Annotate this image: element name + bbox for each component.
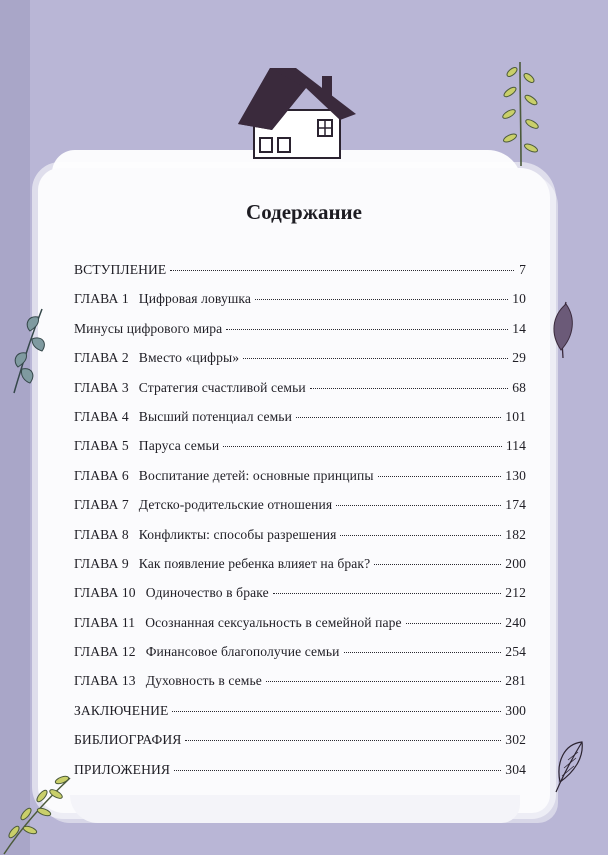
toc-entry-title: Как появление ребенка влияет на брак? — [138, 555, 371, 571]
toc-chapter-label: ГЛАВА 3 — [74, 379, 129, 395]
toc-leader-dots — [340, 535, 501, 536]
toc-entry — [74, 497, 526, 526]
toc-entry-title: ВСТУПЛЕНИЕ — [74, 262, 167, 277]
background-strip — [0, 0, 30, 855]
toc-page-number: 14 — [512, 320, 526, 336]
toc-entry-title: Конфликты: способы разрешения — [138, 526, 337, 542]
toc-page-number: 281 — [505, 673, 526, 689]
toc-entry-title: Вместо «цифры» — [138, 350, 240, 366]
toc-leader-dots — [310, 388, 508, 389]
toc-page-number: 10 — [512, 291, 526, 307]
toc-entry — [74, 556, 526, 585]
toc-leader-dots — [243, 358, 508, 359]
toc-page-number: 101 — [505, 408, 526, 424]
toc-page-number: 174 — [505, 497, 526, 513]
toc-chapter-label: ГЛАВА 8 — [74, 526, 129, 542]
feather-icon — [548, 738, 588, 794]
leaf-icon — [4, 305, 54, 395]
toc-entry-title: Воспитание детей: основные принципы — [138, 467, 374, 483]
toc-entry — [74, 644, 526, 673]
toc-page-number: 130 — [505, 467, 526, 483]
branch-icon — [496, 58, 546, 168]
toc-page-number: 240 — [505, 614, 526, 630]
toc-page-number: 68 — [512, 379, 526, 395]
toc-leader-dots — [406, 623, 502, 624]
toc-page-number: 29 — [512, 350, 526, 366]
toc-entry-title: Детско-родительские отношения — [138, 497, 333, 513]
toc-entry — [74, 673, 526, 702]
toc-page-number: 254 — [505, 644, 526, 660]
toc-leader-dots — [378, 476, 502, 477]
toc-entry-title: Духовность в семье — [145, 673, 262, 689]
toc-entry — [74, 409, 526, 438]
toc-leader-dots — [336, 505, 501, 506]
toc-entry-title: Минусы цифрового мира — [74, 320, 223, 336]
toc-leader-dots — [172, 711, 501, 712]
toc-leader-dots — [344, 652, 502, 653]
toc-entry — [74, 615, 526, 644]
toc-entry — [74, 527, 526, 556]
toc-entry-title: БИБЛИОГРАФИЯ — [74, 732, 182, 748]
toc-entry-title: Высший потенциал семьи — [138, 408, 292, 424]
toc-leader-dots — [273, 593, 502, 594]
toc-entry-title: Осознанная сексуальность в семейной паре — [145, 614, 402, 630]
toc-leader-dots — [174, 770, 501, 771]
toc-leader-dots — [374, 564, 501, 565]
toc-entry — [74, 291, 526, 320]
page-title: Содержание — [246, 200, 362, 224]
toc-chapter-label: ГЛАВА 7 — [74, 497, 129, 513]
toc-chapter-label: ГЛАВА 9 — [74, 555, 129, 571]
toc-entry — [74, 585, 526, 614]
toc-page-number: 114 — [505, 438, 526, 454]
toc-chapter-label: ГЛАВА 10 — [74, 585, 136, 601]
toc-chapter-label: ГЛАВА 6 — [74, 467, 129, 483]
toc-page-number: 182 — [505, 526, 526, 542]
toc-entry-title: ЗАКЛЮЧЕНИЕ — [74, 702, 169, 718]
toc-leader-dots — [296, 417, 501, 418]
paper-edge-bottom — [70, 795, 520, 823]
toc-entry — [74, 438, 526, 467]
toc-chapter-label: ГЛАВА 12 — [74, 644, 136, 660]
toc-entry — [74, 762, 526, 791]
toc-page-number: 302 — [505, 732, 526, 748]
toc-entry-title: Цифровая ловушка — [138, 291, 252, 307]
toc-leader-dots — [185, 740, 501, 741]
table-of-contents — [74, 262, 526, 791]
toc-leader-dots — [223, 446, 502, 447]
toc-entry-title: Финансовое благополучие семьи — [145, 644, 340, 660]
toc-entry-title: Стратегия счастливой семьи — [138, 379, 306, 395]
toc-entry — [74, 321, 526, 350]
toc-entry — [74, 262, 526, 291]
toc-entry — [74, 703, 526, 732]
toc-page-number: 304 — [505, 761, 526, 777]
toc-entry — [74, 468, 526, 497]
toc-chapter-label: ГЛАВА 4 — [74, 408, 129, 424]
toc-chapter-label: ГЛАВА 13 — [74, 673, 136, 689]
toc-page-number: 212 — [505, 585, 526, 601]
toc-chapter-label: ГЛАВА 1 — [74, 291, 129, 307]
toc-entry-title: Паруса семьи — [138, 438, 220, 454]
toc-chapter-label: ГЛАВА 5 — [74, 438, 129, 454]
branch-icon — [0, 770, 80, 855]
toc-entry — [74, 732, 526, 761]
toc-entry — [74, 380, 526, 409]
feather-icon — [546, 300, 580, 360]
toc-leader-dots — [255, 299, 508, 300]
toc-chapter-label: ГЛАВА 2 — [74, 350, 129, 366]
toc-leader-dots — [226, 329, 508, 330]
toc-entry-title: ПРИЛОЖЕНИЯ — [74, 761, 171, 777]
toc-chapter-label: ГЛАВА 11 — [74, 614, 136, 630]
toc-entry — [74, 350, 526, 379]
house-icon — [232, 58, 362, 168]
toc-leader-dots — [170, 270, 514, 271]
toc-entry-title: Одиночество в браке — [145, 585, 269, 601]
toc-page-number: 7 — [519, 262, 526, 277]
toc-page-number: 200 — [505, 555, 526, 571]
toc-leader-dots — [266, 681, 501, 682]
toc-page-number: 300 — [505, 702, 526, 718]
